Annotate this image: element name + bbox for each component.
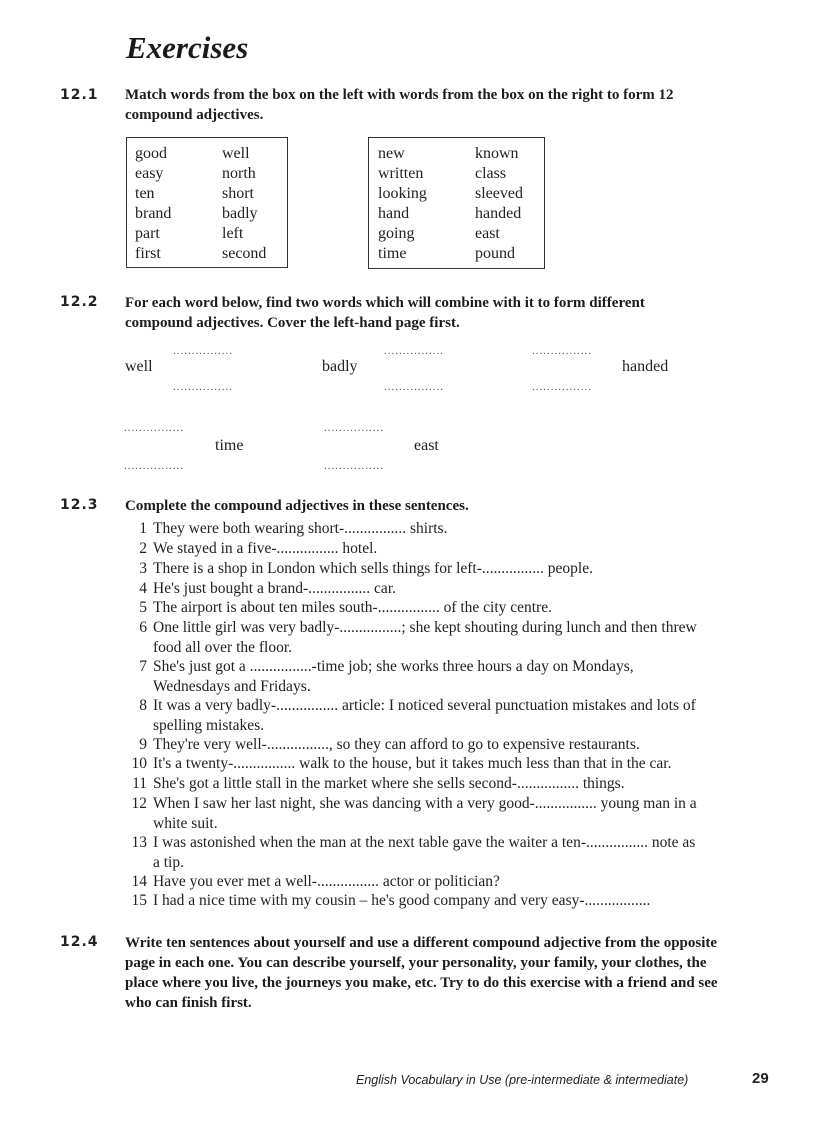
instruction-line: place where you live, the journeys you make, etc. Try to do this exercise with a friend and see: [125, 975, 718, 991]
answer-blank[interactable]: ................: [532, 381, 592, 393]
sentence-7: [139, 657, 634, 696]
sentence-number: 7: [139, 658, 147, 675]
sentence-line: white suit.: [153, 814, 218, 832]
exercise-12-3-instruction: Complete the compound adjectives in these sentences.: [125, 498, 469, 514]
sentence-line: spelling mistakes.: [153, 716, 265, 734]
sentence-number: 14: [131, 873, 147, 890]
sentence-line: She's got a little stall in the market where she sells second-................ things.: [153, 775, 625, 792]
page-number: 29: [752, 1070, 769, 1087]
answer-blank[interactable]: ................: [124, 422, 184, 434]
sentence-12: [131, 794, 697, 833]
sentence-number: 9: [139, 736, 147, 753]
sentence-number: 10: [131, 755, 147, 772]
sentence-line: We stayed in a five-................ hotel.: [153, 540, 378, 557]
box-word: second: [222, 245, 267, 262]
answer-blank[interactable]: ................: [384, 345, 444, 357]
sentence-11: [132, 774, 625, 794]
box-word: easy: [135, 165, 164, 182]
left-word-box: [126, 137, 288, 268]
box-word: ten: [135, 185, 155, 202]
target-word-handed: handed: [622, 358, 669, 375]
target-word-well: well: [125, 358, 153, 375]
sentence-number: 13: [131, 834, 147, 851]
box-word: brand: [135, 205, 172, 222]
answer-blank[interactable]: ................: [173, 345, 233, 357]
sentence-line: food all over the floor.: [153, 638, 293, 656]
instruction-line: Write ten sentences about yourself and use a different compound adjective from the opposite: [125, 935, 718, 951]
sentence-5: [139, 598, 553, 618]
sentence-number: 3: [139, 560, 147, 577]
box-word: new: [378, 145, 405, 162]
instruction-line: compound adjectives.: [125, 107, 264, 123]
book-title: English Vocabulary in Use (pre-intermediate & intermediate): [356, 1073, 689, 1087]
target-word-time: time: [215, 437, 244, 454]
exercise-12-4-instruction: [125, 933, 790, 1013]
sentence-line: It was a very badly-................ article: I noticed several punctuation mistakes and lots of: [153, 697, 696, 714]
sentence-10: [131, 754, 672, 774]
box-word: east: [475, 225, 500, 242]
sentence-number: 8: [139, 697, 147, 714]
box-word: going: [378, 225, 415, 242]
target-word-badly: badly: [322, 358, 358, 375]
sentence-line: Have you ever met a well-................ actor or politician?: [153, 873, 500, 890]
answer-blank[interactable]: ................: [324, 422, 384, 434]
sentence-line: When I saw her last night, she was dancing with a very good-................ young man in a: [153, 795, 697, 812]
box-word: sleeved: [475, 185, 523, 202]
exercise-number-12-4: 12.4: [60, 934, 99, 950]
sentence-line: Wednesdays and Fridays.: [153, 677, 311, 695]
box-word: known: [475, 145, 519, 162]
exercise-number-12-1: 12.1: [60, 87, 99, 103]
sentence-number: 12: [131, 795, 147, 812]
exercise-12-2-instruction: [125, 293, 775, 333]
sentence-line: They were both wearing short-................ shirts.: [153, 520, 448, 537]
right-word-box: [368, 137, 545, 269]
box-word: well: [222, 145, 250, 162]
sentence-line: I had a nice time with my cousin – he's good company and very easy-.................: [153, 892, 651, 909]
answer-blank[interactable]: ................: [173, 381, 233, 393]
instruction-line: For each word below, find two words which will combine with it to form different: [125, 295, 645, 311]
instruction-line: who can finish first.: [125, 995, 252, 1011]
box-word: hand: [378, 205, 410, 222]
sentence-number: 1: [139, 520, 147, 537]
sentence-line: It's a twenty-................ walk to the house, but it takes much less than that in the car.: [153, 755, 672, 772]
box-word: left: [222, 225, 244, 242]
sentence-9: [139, 735, 640, 755]
page-title: Exercises: [126, 30, 249, 65]
sentence-number: 11: [132, 775, 147, 792]
box-word: north: [222, 165, 256, 182]
sentence-2: [139, 539, 378, 559]
box-word: good: [135, 145, 167, 162]
instruction-line: Match words from the box on the left with words from the box on the right to form 12: [125, 87, 674, 103]
sentence-line: He's just bought a brand-................ car.: [153, 580, 396, 597]
instruction-line: page in each one. You can describe yourself, your personality, your family, your clothes, the: [125, 955, 707, 971]
answer-blank[interactable]: ................: [384, 381, 444, 393]
sentence-number: 4: [139, 580, 147, 597]
box-word: badly: [222, 205, 258, 222]
answer-blank[interactable]: ................: [532, 345, 592, 357]
sentence-number: 5: [139, 599, 147, 616]
exercise-number-12-2: 12.2: [60, 294, 99, 310]
sentence-line: The airport is about ten miles south-................ of the city centre.: [153, 599, 553, 616]
box-word: time: [378, 245, 407, 262]
sentence-number: 6: [139, 619, 147, 636]
box-word: first: [135, 245, 161, 262]
sentence-14: [131, 872, 500, 892]
target-word-east: east: [414, 437, 439, 454]
sentence-number: 2: [139, 540, 147, 557]
sentence-6: [139, 618, 697, 657]
answer-blank[interactable]: ................: [124, 460, 184, 472]
box-word: looking: [378, 185, 427, 202]
sentence-13: [131, 833, 696, 872]
box-word: written: [378, 165, 424, 182]
exercise-number-12-3: 12.3: [60, 497, 99, 513]
exercise-12-1-instruction: [125, 85, 775, 125]
answer-blank[interactable]: ................: [324, 460, 384, 472]
sentence-line: There is a shop in London which sells things for left-................ people.: [153, 560, 593, 577]
box-word: pound: [475, 245, 515, 262]
sentence-15: [131, 891, 651, 911]
sentence-line: a tip.: [153, 853, 184, 871]
sentence-3: [139, 559, 593, 579]
instruction-line: compound adjectives. Cover the left-hand page first.: [125, 315, 460, 331]
sentence-1: [139, 519, 448, 539]
box-word: class: [475, 165, 507, 182]
sentence-number: 15: [131, 892, 147, 909]
box-word: part: [135, 225, 160, 242]
box-word: short: [222, 185, 254, 202]
sentence-line: They're very well-................, so they can afford to go to expensive restaurants.: [153, 736, 640, 753]
sentence-8: [139, 696, 696, 735]
sentence-line: She's just got a ................-time job; she works three hours a day on Mondays,: [153, 658, 634, 675]
box-word: handed: [475, 205, 522, 222]
sentence-line: I was astonished when the man at the next table gave the waiter a ten-................ note as: [153, 834, 696, 851]
sentence-4: [139, 579, 396, 599]
sentence-line: One little girl was very badly-................; she kept shouting during lunch and then threw: [153, 619, 697, 636]
